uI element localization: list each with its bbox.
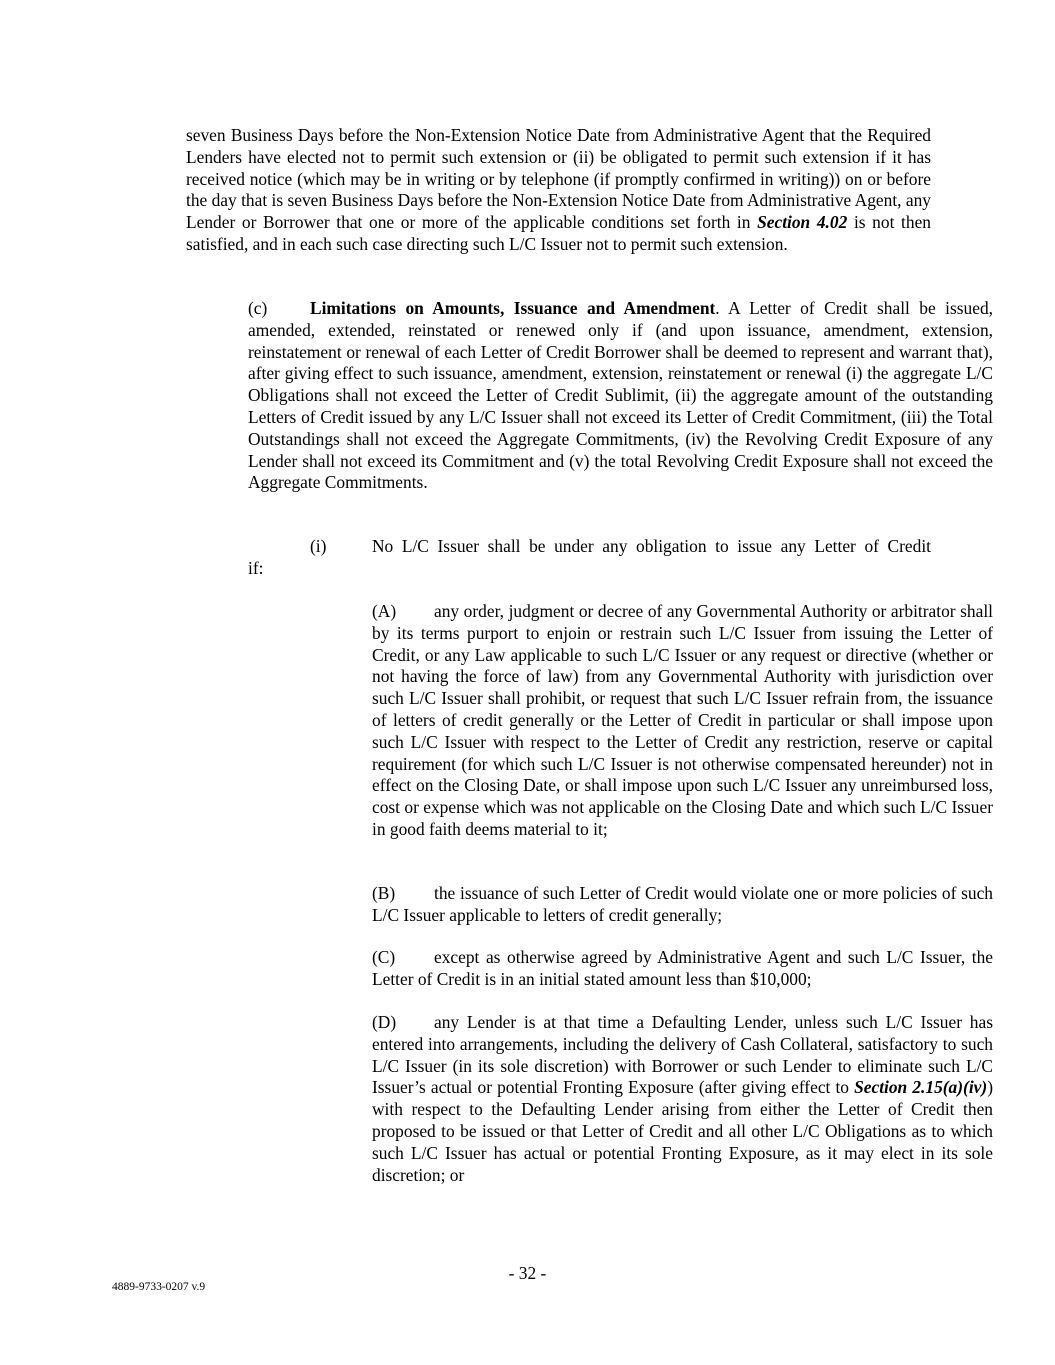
- paragraph-continuation: [186, 125, 931, 256]
- clause-text: any order, judgment or decree of any Governmental Authority or arbitrator shall by its terms purport to enjoin or restrain such L/C Issuer from issuing the Letter of Credit, or any Law applicable to such L/C Issuer or any request or directive (whether or not having the force of law) from any Governmental Authority with jurisdiction over such L/C Issuer shall prohibit, or request that such L/C Issuer refrain from, the issuance of letters of credit generally or the Letter of Credit in particular or shall impose upon such L/C Issuer with respect to the Letter of Credit any restriction, reserve or capital requirement (for which such L/C Issuer is not otherwise compensated hereunder) not in effect on the Closing Date, or shall impose upon such L/C Issuer any unreimbursed loss, cost or expense which was not applicable on the Closing Date and which such L/C Issuer in good faith deems material to it;: [372, 601, 993, 839]
- paragraph-A: [310, 601, 993, 841]
- clause-label: (c): [248, 298, 268, 318]
- clause-text: . A Letter of Credit shall be issued, amended, extended, reinstated or renewed only if (and upon issuance, amendment, extension, reinstatement or renewal of each Letter of Credit Borrower shall be deemed to represent and warrant that), after giving effect to such issuance, amendment, extension, reinstatement or renewal (i) the aggregate L/C Obligations shall not exceed the Letter of Credit Sublimit, (ii) the aggregate amount of the outstanding Letters of Credit issued by any L/C Issuer shall not exceed its Letter of Credit Commitment, (iii) the Total Outstandings shall not exceed the Aggregate Commitments, (iv) the Revolving Credit Exposure of any Lender shall not exceed its Commitment and (v) the total Revolving Credit Exposure shall not exceed the Aggregate Commitments.: [248, 298, 993, 493]
- paragraph-text: is not then satisfied, and in each such case directing such L/C Issuer not to permit such extension.: [186, 212, 931, 254]
- clause-label: (C): [372, 947, 396, 967]
- clause-text: any Lender is at that time a Defaulting Lender, unless such L/C Issuer has entered into arrangements, including the delivery of Cash Collateral, satisfactory to such L/C Issuer (in its sole discretion) with Borrower or such Lender to eliminate such L/C Issuer’s actual or potential Fronting Exposure (after giving effect to: [372, 1012, 993, 1098]
- paragraph-B: [310, 883, 993, 927]
- clause-text: ) with respect to the Defaulting Lender arising from either the Letter of Credit then proposed to be issued or that Letter of Credit and all other L/C Obligations as to which such L/C Issuer has actual or potential Fronting Exposure, as it may elect in its sole discretion; or: [372, 1077, 993, 1185]
- clause-text: No L/C Issuer shall be under any obligation to issue any Letter of Credit: [372, 536, 931, 556]
- paragraph-c: [186, 298, 993, 494]
- paragraph-D: [310, 1012, 993, 1186]
- paragraph-i: [186, 536, 931, 580]
- clause-label: (A): [372, 601, 397, 621]
- clause-text: except as otherwise agreed by Administrative Agent and such L/C Issuer, the Letter of Credit is in an initial stated amount less than $10,000;: [372, 947, 993, 989]
- section-reference: Section 2.15(a)(iv): [854, 1077, 988, 1098]
- clause-label: (D): [372, 1012, 397, 1032]
- page-number: - 32 -: [508, 1263, 547, 1283]
- clause-continuation: if:: [248, 557, 264, 578]
- clause-label: (i): [310, 536, 327, 556]
- clause-label: (B): [372, 883, 396, 903]
- clause-text: the issuance of such Letter of Credit would violate one or more policies of such L/C Issuer applicable to letters of credit generally;: [372, 883, 993, 925]
- clause-heading: Limitations on Amounts, Issuance and Amendment: [310, 298, 716, 318]
- section-reference: Section 4.02: [757, 212, 848, 233]
- paragraph-text: seven Business Days before the Non-Extension Notice Date from Administrative Agent that the Required Lenders have elected not to permit such extension or (ii) be obligated to permit such extension if it has received notice (which may be in writing or by telephone (if promptly confirmed in writing)) on or before the day that is seven Business Days before the Non-Extension Notice Date from Administrative Agent, any Lender or Borrower that one or more of the applicable conditions set forth in: [186, 125, 931, 233]
- document-id: 4889-9733-0207 v.9: [112, 1281, 206, 1293]
- paragraph-C: [310, 947, 993, 991]
